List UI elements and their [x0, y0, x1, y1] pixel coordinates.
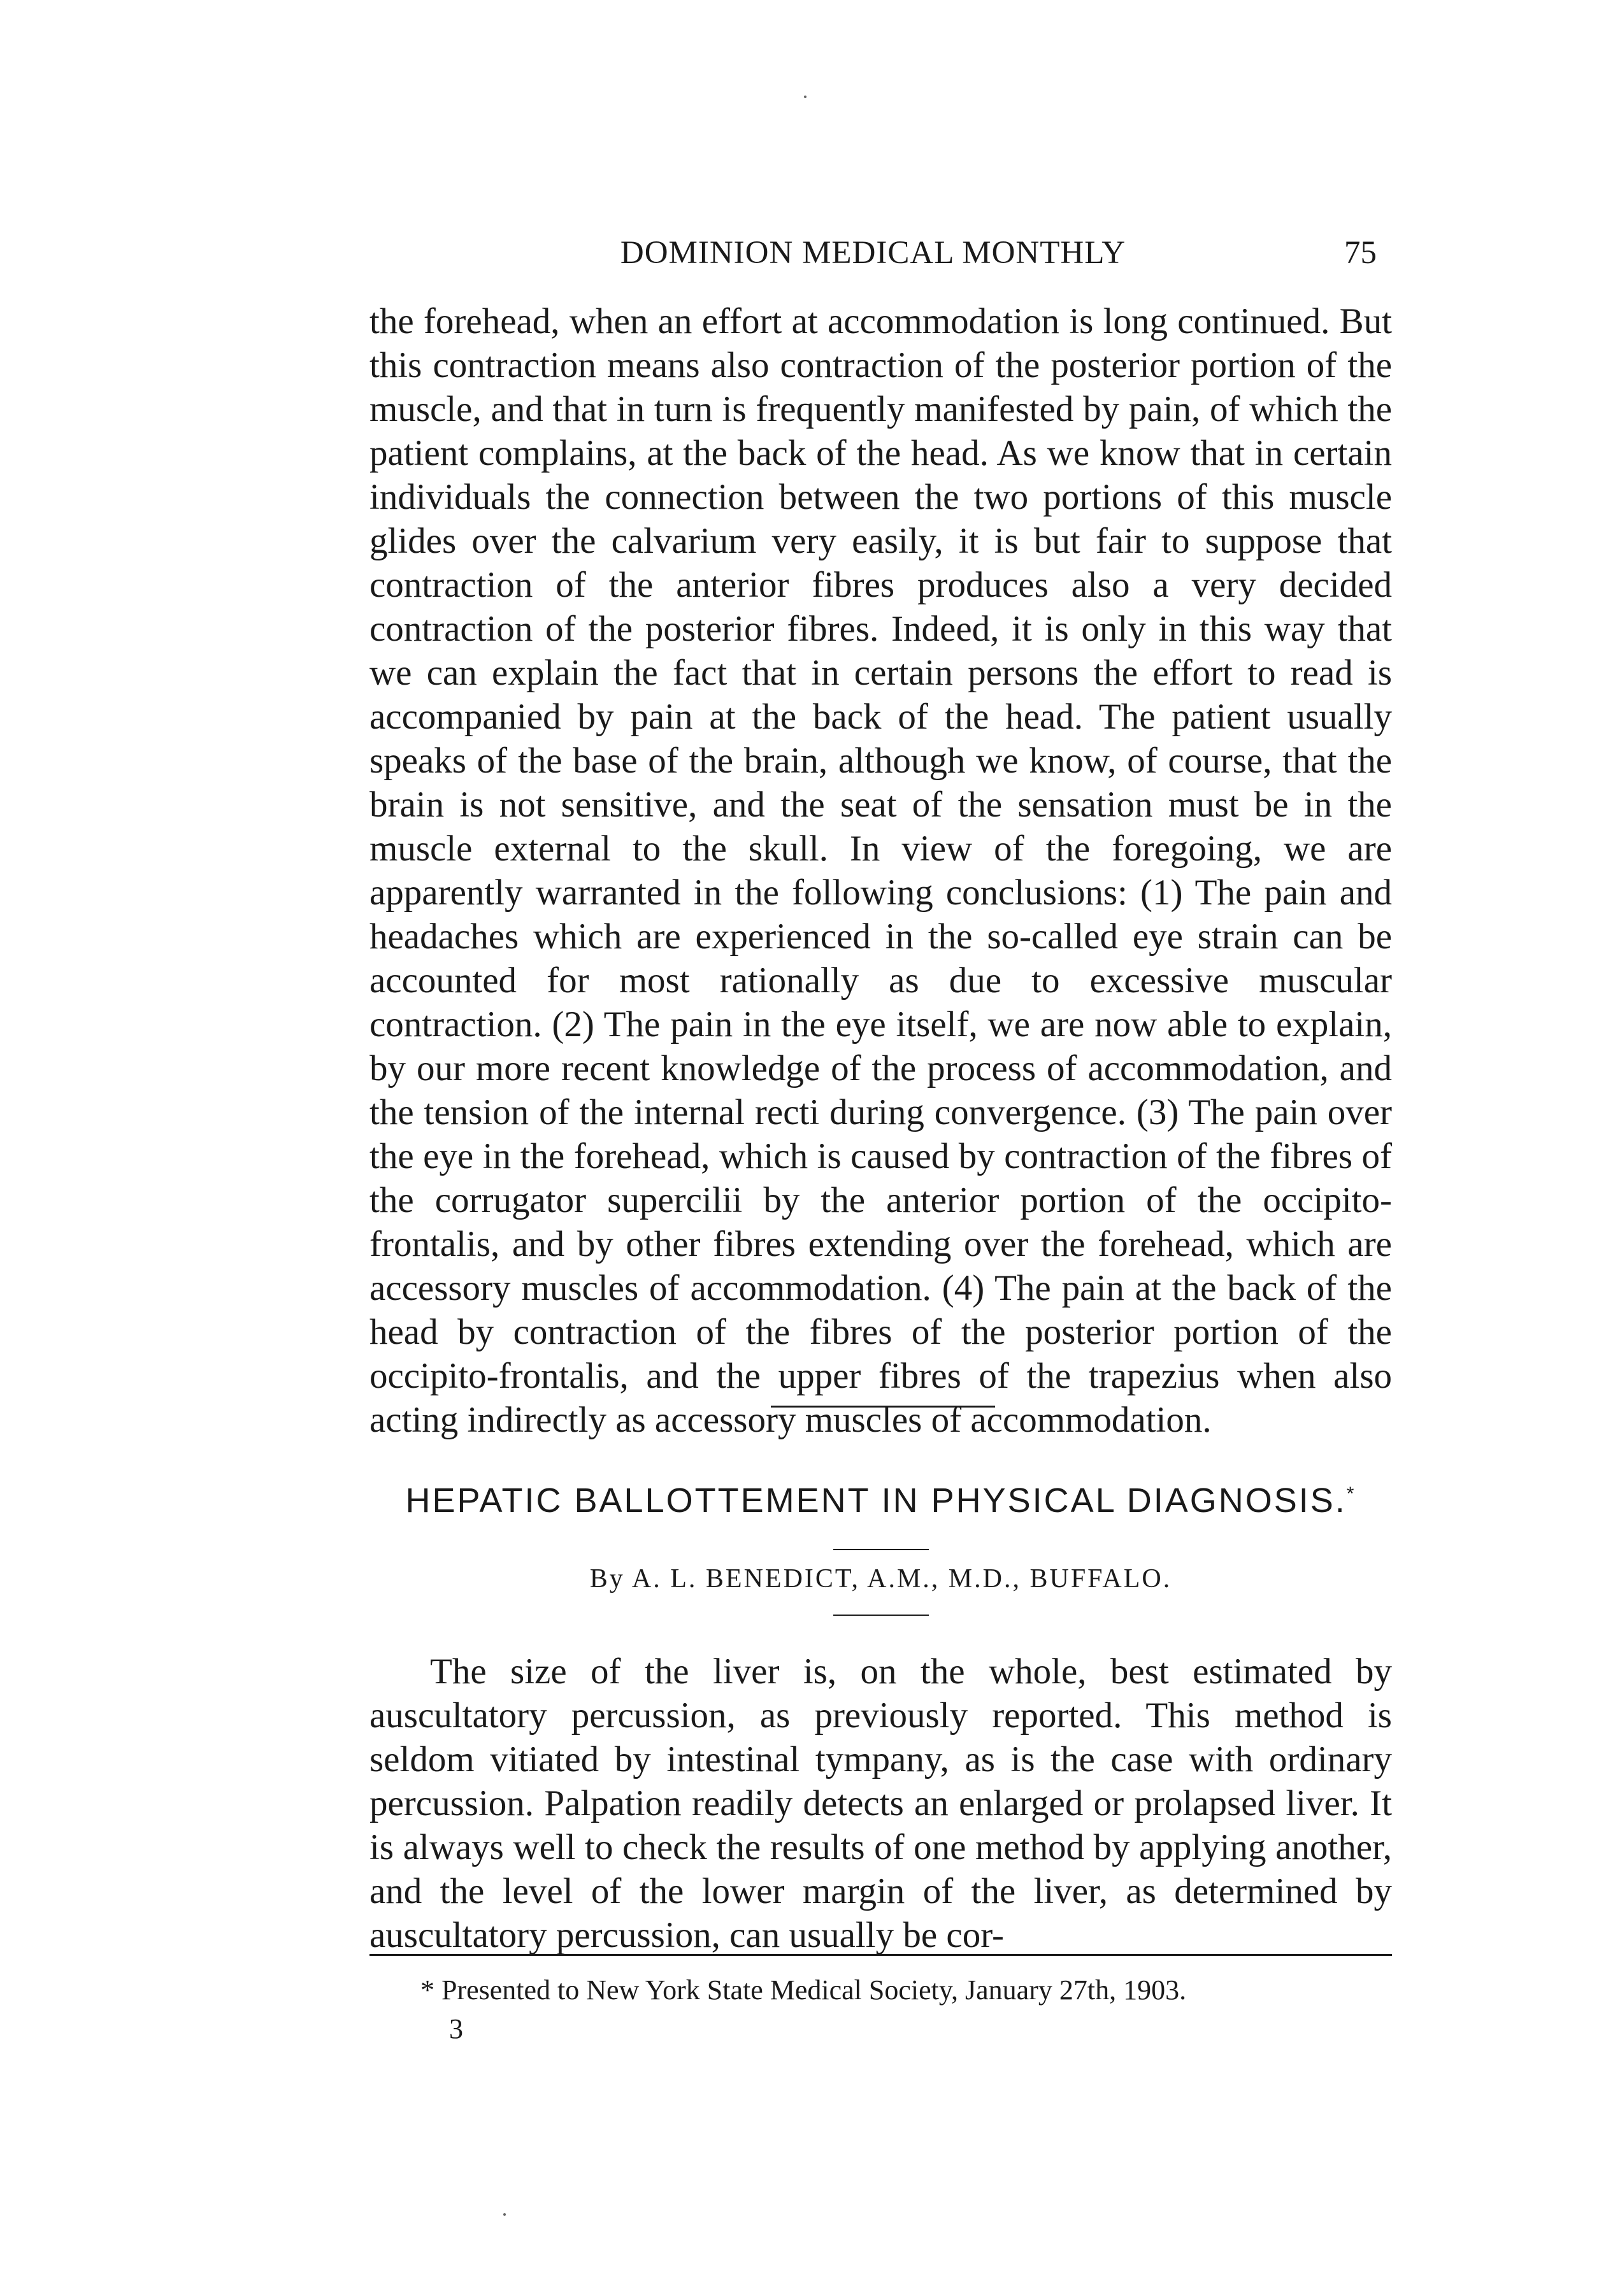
byline: By A. L. BENEDICT, A.M., M.D., BUFFALO.	[589, 1564, 1172, 1594]
article-title	[369, 1481, 1392, 1520]
footnote: * Presented to New York State Medical Society, January 27th, 1903.	[420, 1974, 1187, 2006]
article-title-text: HEPATIC BALLOTTEMENT IN PHYSICAL DIAGNOSIS.	[405, 1481, 1347, 1520]
speck-top	[804, 96, 807, 98]
article-intro-paragraph: The size of the liver is, on the whole, best estimated by auscultatory percussion, as previously reported. This method is seldom vitiated by intestinal tympany, as is the case with ordinary percussion. Palpation readily detects an enlarged or prolapsed liver. It is always well to check the results of one method by applying another, and the level of the lower margin of the liver, as determined by auscultatory percussion, can usually be cor-	[369, 1651, 1392, 1955]
byline-rule	[833, 1615, 929, 1616]
page-number: 75	[1344, 235, 1377, 271]
footnote-mark: *	[1346, 1483, 1356, 1504]
title-rule	[833, 1549, 929, 1550]
running-title: DOMINION MEDICAL MONTHLY	[620, 235, 1126, 271]
footnote-rule	[369, 1954, 1392, 1956]
running-head	[369, 234, 1377, 273]
section-separator	[771, 1406, 995, 1408]
speck-bottom	[503, 2213, 506, 2216]
continued-paragraph: the forehead, when an effort at accommodation is long continued. But this contraction means also contraction of the posterior portion of the muscle, and that in turn is frequently manifested by pain, of which the patient complains, at the back of the head. As we know that in certain individuals the connection between the two portions of this muscle glides over the calvarium very easily, it is but fair to suppose that contraction of the anterior fibres produces also a very decided contraction of the posterior fibres. Indeed, it is only in this way that we can explain the fact that in certain persons the effort to read is accompanied by pain at the back of the head. The patient usually speaks of the base of the brain, although we know, of course, that the brain is not sensitive, and the seat of the sensation must be in the muscle external to the skull. In view of the foregoing, we are apparently warranted in the following conclusions: (1) The pain and headaches which are experienced in the so-called eye strain can be accounted for most rationally as due to excessive muscular contraction. (2) The pain in the eye itself, we are now able to explain, by our more recent knowledge of the process of accommodation, and the tension of the internal recti during convergence. (3) The pain over the eye in the forehead, which is caused by contraction of the fibres of the corrugator supercilii by the anterior portion of the occipito-frontalis, and by other fibres extending over the forehead, which are accessory muscles of accommodation. (4) The pain at the back of the head by contraction of the fibres of the posterior portion of the occipito-frontalis, and the upper fibres of the trapezius when also acting indirectly as accessory muscles of accommodation.	[369, 301, 1392, 1440]
signature-mark: 3	[449, 2013, 463, 2044]
